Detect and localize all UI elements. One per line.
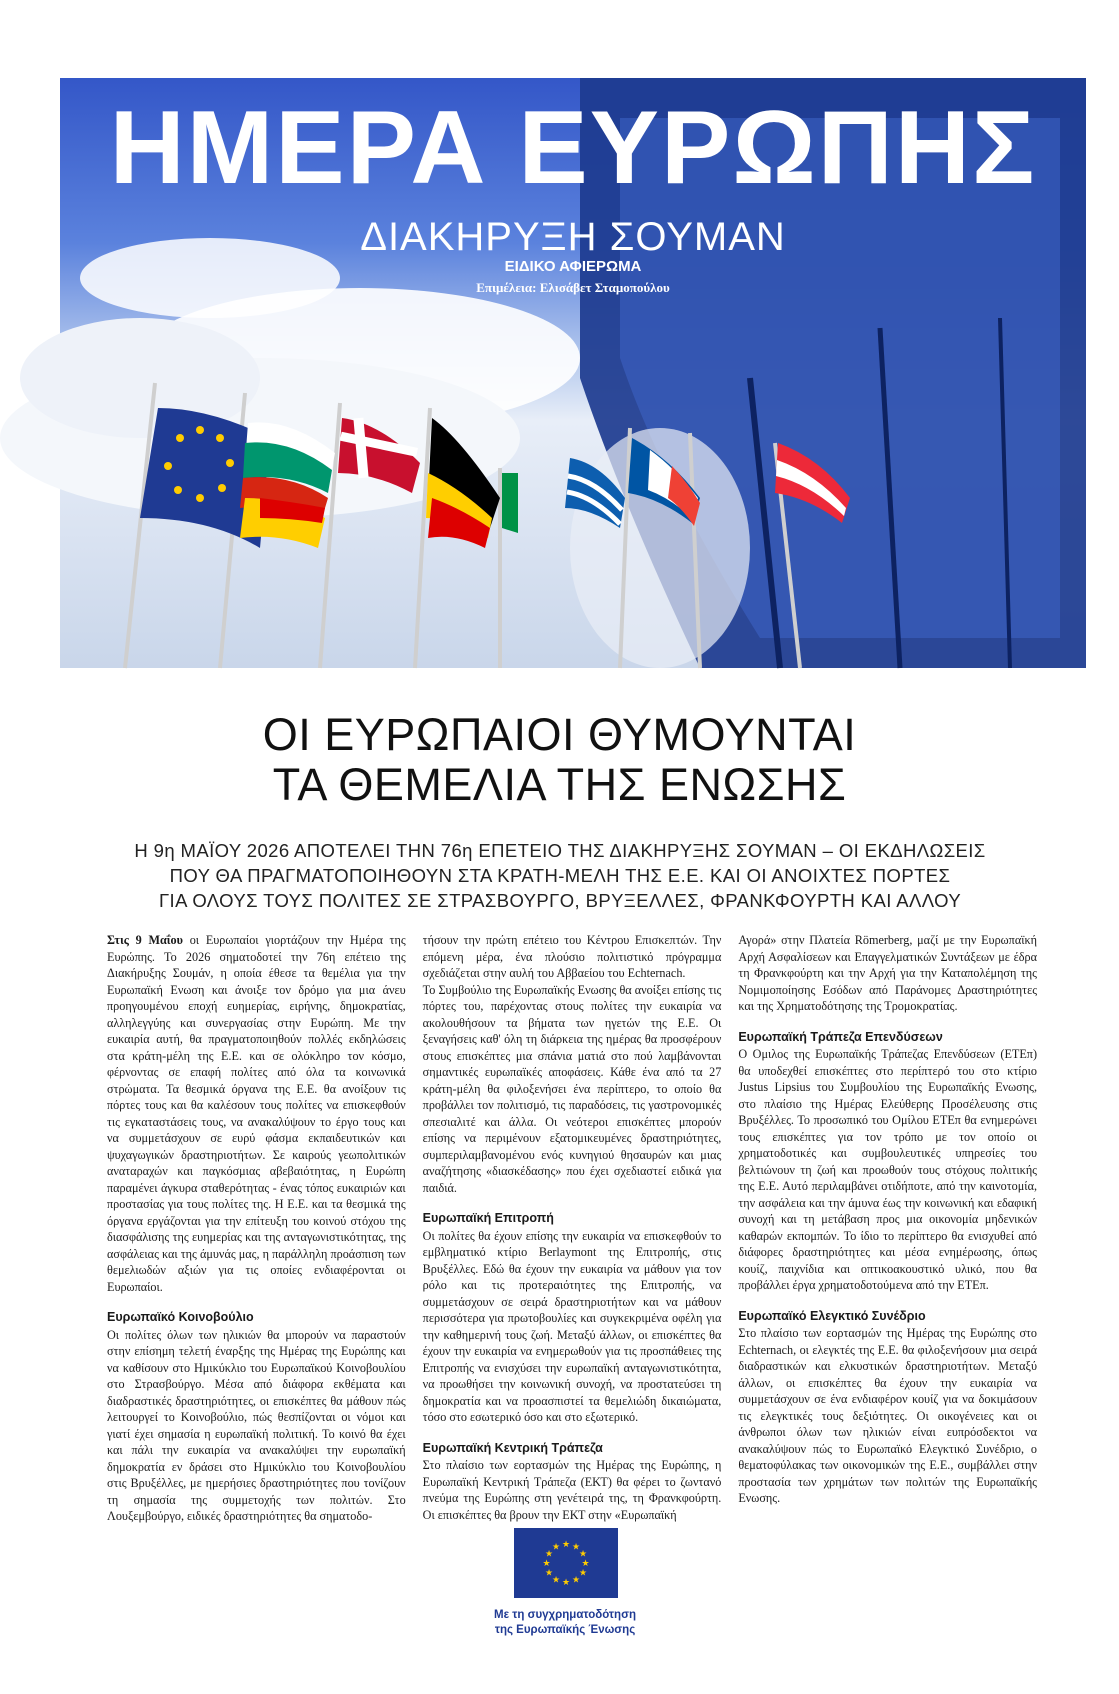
- section-heading-eca: Ευρωπαϊκό Ελεγκτικό Συνέδριο: [738, 1308, 926, 1323]
- svg-text:★: ★: [561, 1578, 571, 1588]
- section-heading-ecb: Ευρωπαϊκή Κεντρική Τράπεζα: [422, 1440, 603, 1455]
- article-column-1: [107, 932, 406, 1523]
- subheadline-line-3: ΓΙΑ ΟΛΟΥΣ ΤΟΥΣ ΠΟΛΙΤΕΣ ΣΕ ΣΤΡΑΣΒΟΥΡΓΟ, ΒΡΥΞΕΛΛΕΣ, ΦΡΑΝΚΦΟΥΡΤΗ ΚΑΙ ΑΛΛΟΥ: [158, 890, 962, 911]
- intro-paragraph: [107, 932, 406, 1295]
- section-heading-parliament: Ευρωπαϊκό Κοινοβούλιο: [107, 1310, 254, 1324]
- cofunding-notice: [440, 1608, 690, 1638]
- svg-text:★: ★: [571, 1575, 581, 1586]
- section-heading-commission: Ευρωπαϊκή Επιτροπή: [422, 1211, 554, 1225]
- parliament-paragraph: Οι πολίτες όλων των ηλικιών θα μπορούν να παραστούν στην επίσημη τελετή έναρξης της Ημέρας της Ευρώπης και να καθίσουν στο Ημικύκλιο του Ευρωπαϊκού Κοινοβουλίου στο Στρασβούργο. Μέσα από διάφορα εκθέματα και διαδραστικές δραστηριότητες, οι επισκέπτες θα μάθουν πώς λειτουργεί το Κοινοβούλιο, πώς θεσπίζονται οι νόμοι και γιατί έχει σημασία η ευρωπαϊκή πολιτική. Το κοινό θα έχει και πάλι την ευκαιρία να ανακαλύψει την ευρωπαϊκή δημοκρατία εν δράσει στο Ημικύκλιο του Κοινοβουλίου στις Βρυξέλλες, με ημερήσιες δραστηριότητες που τονίζουν τη σημασία της συμμετοχής των πολιτών. Στο Λουξεμβούργο, ειδικές δραστηριότητες θα σηματοδο-: [107, 1327, 406, 1523]
- subheadline: [60, 838, 1060, 913]
- eu-stars-icon: [514, 1528, 618, 1598]
- svg-text:★: ★: [551, 1575, 561, 1586]
- svg-text:★: ★: [581, 1559, 590, 1569]
- editor-credit: Επιμέλεια: Ελισάβετ Σταμοπούλου: [476, 280, 670, 295]
- continued-paragraph: Αγορά» στην Πλατεία Römerberg, μαζί με την Ευρωπαϊκή Αρχή Ασφαλίσεων και Επαγγελματικών Συντάξεων με έδρα τη Φρανκφούρτη και την Αρχή για την Καταπολέμηση της Νομιμοποίησης Εσόδων από Παράνομες Δραστηριότητες και της Χρηματοδότησης της Τρομοκρατίας.: [738, 933, 1038, 1013]
- subheadline-line-1: Η 9η ΜΑΪΟΥ 2026 ΑΠΟΤΕΛΕΙ ΤΗΝ 76η ΕΠΕΤΕΙΟ ΤΗΣ ΔΙΑΚΗΡΥΞΗΣ ΣΟΥΜΑΝ – ΟΙ ΕΚΔΗΛΩΣΕΙΣ: [134, 840, 986, 861]
- intro-text: οι Ευρωπαίοι γιορτάζουν την Ημέρα της Ευρώπης. Το 2026 σηματοδοτεί την 76η επέτειο της Διακήρυξης Σουμάν, η οποία έθεσε τα θεμέλια για την Ευρωπαϊκή Ενωση και άνοιξε τον δρόμο για μια άνευ προηγουμένου εποχή ευημερίας, ειρήνης, δημοκρατίας, αλληλεγγύης και συνεργασίας στην Ευρώπη. Με την ευκαιρία αυτή, θα πραγματοποιηθούν πολλές εκδηλώσεις στα κράτη-μέλη της Ε.Ε. και σε ολόκληρο τον κόσμο, φέρνοντας σε επαφή πολίτες από όλα τα κοινωνικά στρώματα. Τα θεσμικά όργανα της Ε.Ε. θα ανοίξουν τις πόρτες τους και θα καλέσουν τους πολίτες να επισκεφθούν τις εγκαταστάσεις τους, να ανακαλύψουν το έργο τους και να συμμετάσχουν σε ευρύ φάσμα εκπαιδευτικών και ψυχαγωγικών δραστηριοτήτων. Σε καιρούς γεωπολιτικών αναταραχών και παγκόσμιας αβεβαιότητας, η Ευρώπη παραμένει άγκυρα σταθερότητας - ένας τόπος ευκαιριών και προστασίας για τους πολίτες της. Η Ε.Ε. και τα θεσμικά της όργανα εργάζονται για την επίτευξη του κοινού στόχου της διασφάλισης της ευημερίας και της ανταγωνιστικότητας, της ασφάλειας και της άμυνάς μας, η παράλληλη προάσπιση των θεμελιωδών αξιών για τις οποίες ενδιαφέρονται οι Ευρωπαίοι.: [107, 933, 406, 1294]
- eu-flag-icon: [514, 1528, 618, 1598]
- page-title: ΗΜΕΡΑ ΕΥΡΩΠΗΣ: [109, 90, 1037, 206]
- section-heading-eib: Ευρωπαϊκή Τράπεζα Επενδύσεων: [738, 1029, 943, 1044]
- hero-photo: [60, 78, 1086, 668]
- continued-paragraph: τήσουν την πρώτη επέτειο του Κέντρου Επισκεπτών. Την επόμενη μέρα, ένα πλούσιο πολιτιστικό πρόγραμμα σχεδιάζεται στην αυλή του Αββαείου του Echternach.: [422, 933, 722, 980]
- commission-paragraph: Οι πολίτες θα έχουν επίσης την ευκαιρία να επισκεφθούν το εμβληματικό κτίριο Berlaymont της Επιτροπής, στις Βρυξέλλες. Εδώ θα έχουν την ευκαιρία να μάθουν για τον ρόλο και τις προτεραιότητες της Επιτροπής, να συμμετάσχουν σε σειρά δραστηριοτήτων και να μάθουν περισσότερα για πρωτοβουλίες και συγκεκριμένα οφέλη για την καθημερινή τους ζωή. Μεταξύ άλλων, οι επισκέπτες θα έχουν την ευκαιρία να ενημερωθούν για τις προσπάθειες της Επιτροπής να ενισχύσει την ευρωπαϊκή ανταγωνιστικότητα, να προωθήσει την κοινωνική συνοχή, να προστατεύσει τη δημοκρατία και να προασπιστεί τα θεμελιώδη δικαιώματα, τόσο στο εσωτερικό όσο και στο εξωτερικό.: [422, 1228, 722, 1424]
- eca-paragraph: Στο πλαίσιο των εορτασμών της Ημέρας της Ευρώπης στο Echternach, οι ελεγκτές της Ε.Ε. θα φιλοξενήσουν μια σειρά διαδραστικών και ελκυστικών δραστηριοτήτων. Μεταξύ άλλων, οι επισκέπτες θα έχουν την ευκαιρία να συμμετάσχουν σε ένα ενδιαφέρον κουίζ για να δοκιμάσουν τις ελεγκτικές τους δεξιότητες. Οι οικογένειες και οι άνθρωποι όλων των ηλικιών είναι ευπρόσδεκτοι να ανακαλύψουν πώς το Ευρωπαϊκό Ελεγκτικό Συνέδριο, ο θεματοφύλακας των οικονομικών της Ε.Ε., συμβάλλει στην προστασία των χρημάτων των πολιτών της Ευρωπαϊκής Ενωσης.: [738, 1326, 1038, 1505]
- cofunding-line-1: Με τη συγχρηματοδότηση: [494, 1609, 636, 1621]
- article-column-3: [738, 932, 1038, 1505]
- svg-text:★: ★: [544, 1568, 554, 1579]
- svg-text:★: ★: [578, 1568, 588, 1579]
- cofunding-line-2: της Ευρωπαϊκής Ένωσης: [494, 1624, 636, 1636]
- hero-subtitle: ΔΙΑΚΗΡΥΞΗ ΣΟΥΜΑΝ: [360, 215, 786, 259]
- svg-text:★: ★: [551, 1542, 561, 1553]
- headline: [0, 710, 1119, 810]
- svg-text:★: ★: [578, 1549, 588, 1560]
- council-paragraph: Το Συμβούλιο της Ευρωπαϊκής Ενωσης θα ανοίξει επίσης τις πόρτες του, παρέχοντας στους πολίτες την ευκαιρία να ακολουθήσουν τα βήματα των ηγετών της Ε.Ε. Οι ξεναγήσεις καθ' όλη τη διάρκεια της ημέρας θα προσφέρουν στους επισκέπτες μια σπάνια ματιά στο πού λαμβάνονται σημαντικές ευρωπαϊκές αποφάσεις. Κάθε ένα από τα 27 κράτη-μέλη θα φιλοξενήσει ένα περίπτερο, το οποίο θα προβάλλει τον πολιτισμό, τις παραδόσεις, τις γαστρονομικές σπεσιαλιτέ και άλλα. Οι νεότεροι επισκέπτες μπορούν επίσης να περιμένουν εξατομικευμένες δραστηριότητες, συμπεριλαμβανομένου ενός κυνηγιού θησαυρών και μιας αναζήτησης «διασκέδασης» που έχει σχεδιαστεί ειδικά για παιδιά.: [422, 982, 722, 1195]
- article-column-2: [422, 932, 722, 1522]
- subheadline-line-2: ΠΟΥ ΘΑ ΠΡΑΓΜΑΤΟΠΟΙΗΘΟΥΝ ΣΤΑ ΚΡΑΤΗ-ΜΕΛΗ ΤΗΣ Ε.Ε. ΚΑΙ ΟΙ ΑΝΟΙΧΤΕΣ ΠΟΡΤΕΣ: [169, 865, 951, 886]
- svg-text:★: ★: [571, 1542, 581, 1553]
- article-body: [107, 932, 1038, 1523]
- ecb-paragraph: Στο πλαίσιο των εορτασμών της Ημέρας της Ευρώπης, η Ευρωπαϊκή Κεντρική Τράπεζα (ΕΚΤ) θα φέρει το ζωντανό πνεύμα της Ευρώπης στη γενέτειρά της, τη Φρανκφούρτη. Οι επισκέπτες θα βρουν την ΕΚΤ στην «Ευρωπαϊκή: [422, 1458, 722, 1522]
- headline-line-2: ΤΑ ΘΕΜΕΛΙΑ ΤΗΣ ΕΝΩΣΗΣ: [272, 759, 847, 810]
- svg-text:★: ★: [542, 1559, 551, 1569]
- headline-line-1: ΟΙ ΕΥΡΩΠΑΙΟΙ ΘΥΜΟΥΝΤΑΙ: [262, 709, 857, 760]
- eib-paragraph: Ο Ομιλος της Ευρωπαϊκής Τράπεζας Επενδύσεων (ΕΤΕπ) θα υποδεχθεί επισκέπτες στο περίπτερό του στο κτίριο Justus Lipsius του Συμβουλίου της Ευρωπαϊκής Ενωσης, στο πλαίσιο της Ημέρας Ελεύθερης Προσέλευσης στις Βρυξέλλες. Το προσωπικό του Ομίλου ΕΤΕπ θα ενημερώνει τους επισκέπτες για τον τρόπο με τον οποίο οι χρηματοδοτικές και συμβουλευτικές υπηρεσίες του βελτιώνουν τη ζωή και προωθούν τους στόχους πολιτικής της Ε.Ε. Αυτό περιλαμβάνει οτιδήποτε, από την καινοτομία, την ασφάλεια και την άμυνα έως την κοινωνική και εδαφική συνοχή και τη μετάβαση προς μια οικονομία μηδενικών καθαρών εκπομπών. Το ίδιο το περίπτερο θα ενισχυθεί από διάφορες δραστηριότητες και μέσα ενημέρωσης, όπως κουίζ, παιχνίδια και οπτικοακουστικό υλικό, που θα προβάλλει έργα χρηματοδοτούμενα από την ΕΤΕπ.: [738, 1047, 1038, 1292]
- svg-text:★: ★: [561, 1540, 571, 1550]
- intro-lead: Στις 9 Μαΐου: [107, 933, 183, 947]
- svg-text:★: ★: [544, 1549, 554, 1560]
- supplement-label: ΕΙΔΙΚΟ ΑΦΙΕΡΩΜΑ: [504, 258, 642, 275]
